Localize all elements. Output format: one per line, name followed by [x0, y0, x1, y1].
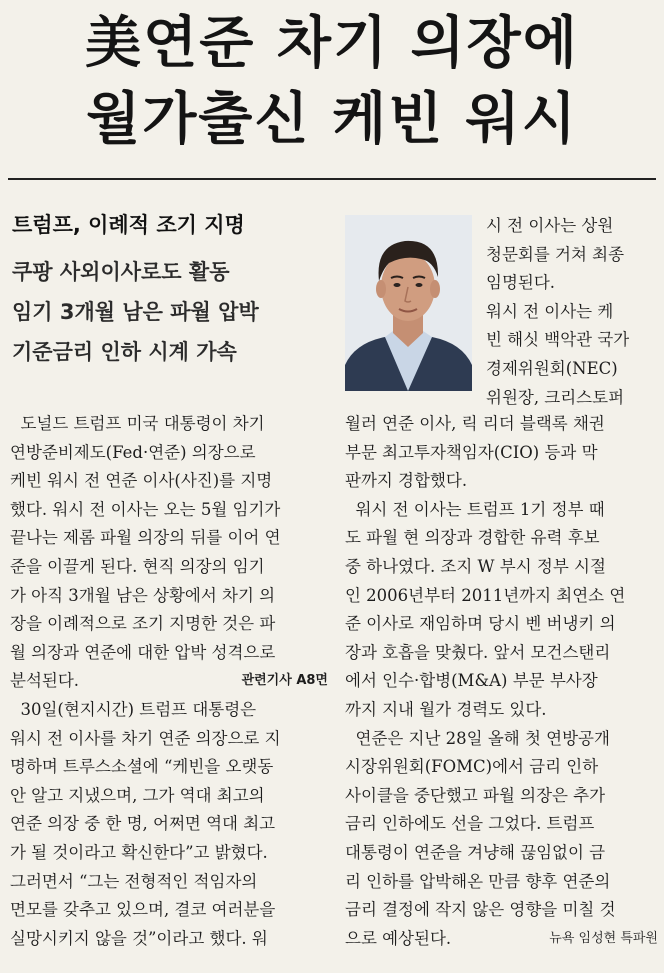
- text-line: 워시 전 이사는 트럼프 1기 정부 때: [345, 499, 605, 519]
- text-line: 연준은 지난 28일 올해 첫 연방공개: [345, 728, 610, 748]
- text-line-with-related: [10, 667, 328, 696]
- left-column: [10, 410, 328, 953]
- text-line: 안 알고 지냈으며, 그가 역대 최고의: [10, 785, 265, 805]
- text-line: 부문 최고투자책임자(CIO) 등과 막: [345, 442, 598, 462]
- text-line: 워시 전 이사는 케: [486, 301, 614, 321]
- portrait-photo-icon: [345, 215, 472, 391]
- text-line: 판까지 경합했다.: [345, 471, 468, 491]
- text-line: 사이클을 중단했고 파월 의장은 추가: [345, 785, 606, 805]
- text-line: 가 될 것이라고 확신한다”고 밝혔다.: [10, 842, 268, 862]
- portrait-illustration: [345, 215, 472, 391]
- text-line: 실망시키지 않을 것”이라고 했다. 워: [10, 928, 268, 948]
- text-line: 도널드 트럼프 미국 대통령이 차기: [10, 414, 265, 433]
- secondary-subheadline-3: 기준금리 인하 시계 가속: [12, 340, 237, 364]
- text-line: 시장위원회(FOMC)에서 금리 인하: [345, 757, 599, 777]
- text-line: 청문회를 거쳐 최종: [486, 244, 625, 264]
- right-column-top: [486, 212, 658, 412]
- secondary-subheadline-1: 쿠팡 사외이사로도 활동: [12, 260, 230, 284]
- text-line: 했다. 워시 전 이사는 오는 5월 임기가: [10, 499, 281, 519]
- text-line: 금리 결정에 작지 않은 영향을 미칠 것: [345, 900, 616, 920]
- text-line: 준을 이끌게 된다. 현직 의장의 임기: [10, 556, 265, 576]
- text-line: 분석된다.: [10, 671, 80, 691]
- text-line: 리 인하를 압박해온 만큼 향후 연준의: [345, 871, 611, 891]
- text-line: 으로 예상된다.: [345, 928, 452, 948]
- text-line: 장과 호흡을 맞췄다. 앞서 모건스탠리: [345, 642, 611, 662]
- text-line: 월 의장과 연준에 대한 압박 성격으로: [10, 642, 276, 662]
- text-line: 워시 전 이사를 차기 연준 의장으로 지: [10, 728, 281, 748]
- text-line: 끝나는 제롬 파월 의장의 뒤를 이어 연: [10, 528, 281, 548]
- text-line-with-byline: [345, 925, 658, 954]
- headline-line-1: 美연준 차기 의장에: [85, 11, 579, 76]
- primary-subheadline: 트럼프, 이례적 조기 지명: [12, 213, 245, 237]
- text-line: 면모를 갖추고 있으며, 결코 여러분을: [10, 900, 276, 920]
- text-line: 시 전 이사는 상원: [486, 216, 614, 235]
- text-line: 연방준비제도(Fed·연준) 의장으로: [10, 442, 256, 462]
- headline-line-2: 월가출신 케빈 워시: [86, 87, 578, 152]
- text-line: 임명된다.: [486, 273, 556, 293]
- text-line: 빈 해싯 백악관 국가: [486, 330, 630, 350]
- text-line: 가 아직 3개월 남은 상황에서 차기 의: [10, 585, 276, 605]
- text-line: 30일(현지시간) 트럼프 대통령은: [10, 699, 257, 719]
- text-line: 에서 인수·합병(M&A) 부문 부사장: [345, 671, 598, 691]
- text-line: 장을 이례적으로 조기 지명한 것은 파: [10, 614, 276, 634]
- text-line: 그러면서 “그는 전형적인 적임자의: [10, 871, 258, 891]
- text-line: 케빈 워시 전 연준 이사(사진)를 지명: [10, 471, 273, 491]
- related-article-link[interactable]: 관련기사 A8면: [241, 673, 328, 689]
- headline-divider: [8, 178, 656, 180]
- text-line: 연준 의장 중 한 명, 어쩌면 역대 최고: [10, 814, 276, 834]
- text-line: 금리 인하에도 선을 그었다. 트럼프: [345, 814, 595, 834]
- text-line: 까지 지내 월가 경력도 있다.: [345, 699, 547, 719]
- text-line: 준 이사로 재임하며 당시 벤 버냉키 의: [345, 614, 616, 634]
- text-line: 명하며 트루스소셜에 “케빈을 오랫동: [10, 757, 274, 777]
- text-line: 월러 연준 이사, 릭 리더 블랙록 채권: [345, 414, 605, 433]
- byline: 뉴욕 임성현 특파원: [549, 930, 658, 946]
- text-line: 대통령이 연준을 겨냥해 끊임없이 금: [345, 842, 606, 862]
- text-line: 위원장, 크리스토퍼: [486, 387, 625, 407]
- subheadlines: [12, 208, 332, 372]
- text-line: 경제위원회(NEC): [486, 358, 618, 378]
- headline: [0, 6, 664, 158]
- right-column-bottom: [345, 410, 658, 953]
- text-line: 인 2006년부터 2011년까지 최연소 연: [345, 585, 626, 605]
- text-line: 중 하나였다. 조지 W 부시 정부 시절: [345, 556, 606, 576]
- text-line: 도 파월 현 의장과 경합한 유력 후보: [345, 528, 600, 548]
- secondary-subheadline-2: 임기 3개월 남은 파월 압박: [12, 300, 259, 324]
